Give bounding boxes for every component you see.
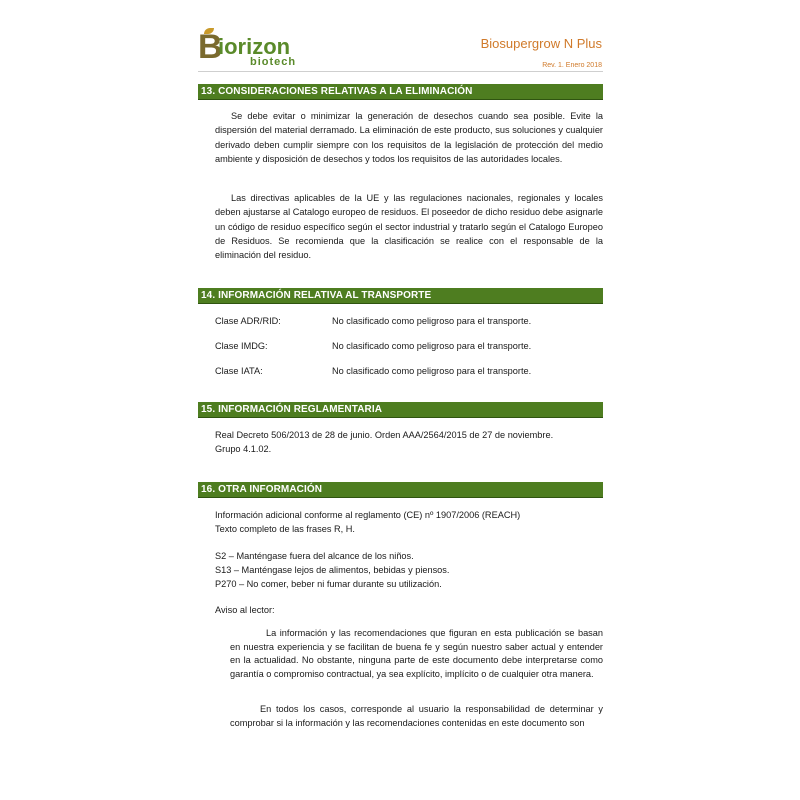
section-13-paragraph-1-text: Se debe evitar o minimizar la generación de desechos cuando sea posible. Evite la dispersión del material derramado. La eliminación de este producto, sus soluciones y cualquier derivado deben cumplir siempre con los requisitos de la legislación de protección del medio ambiente y disposición de desechos y todos los requisitos de las autoridades locales. — [215, 111, 603, 164]
section-16-header — [198, 482, 603, 498]
transport-label-imdg: Clase IMDG: — [215, 341, 268, 351]
section-13-paragraph-2 — [215, 191, 603, 262]
regulation-line-1: Real Decreto 506/2013 de 28 de junio. Orden AAA/2564/2015 de 27 de noviembre. — [215, 430, 554, 440]
transport-label-iata: Clase IATA: — [215, 366, 263, 376]
phrase-s13: S13 – Manténgase lejos de alimentos, bebidas y piensos. — [215, 565, 450, 575]
notice-paragraph-2-text: En todos los casos, corresponde al usuario la responsabilidad de determinar y comprobar si la información y las recomendaciones contenidas en este documento son — [230, 704, 603, 728]
transport-label-adr: Clase ADR/RID: — [215, 316, 281, 326]
logo-initial: B — [198, 28, 223, 66]
reach-info-line: Información adicional conforme al reglamento (CE) nº 1907/2006 (REACH) — [215, 510, 521, 520]
logo-text: iorizon — [218, 34, 291, 59]
phrase-s2: S2 – Manténgase fuera del alcance de los niños. — [215, 551, 414, 561]
header-divider — [198, 71, 603, 72]
section-13-title: 13. CONSIDERACIONES RELATIVAS A LA ELIMINACIÓN — [201, 86, 473, 97]
notice-paragraph-2 — [230, 703, 603, 730]
section-15-header — [198, 402, 603, 418]
transport-value-imdg: No clasificado como peligroso para el transporte. — [332, 341, 532, 351]
regulation-line-2: Grupo 4.1.02. — [215, 444, 272, 454]
logo-subtitle: biotech — [250, 56, 297, 68]
phrases-heading: Texto completo de las frases R, H. — [215, 524, 355, 534]
section-13-header — [198, 84, 603, 100]
section-15-title: 15. INFORMACIÓN REGLAMENTARIA — [201, 404, 383, 415]
section-16-title: 16. OTRA INFORMACIÓN — [201, 484, 323, 495]
section-14-header — [198, 288, 603, 304]
notice-paragraph-1-text: La información y las recomendaciones que figuran en esta publicación se basan en nuestra experiencia y se facilitan de buena fe y según nuestro saber actual y entender en la actualidad. No obstante, ninguna parte de este documento debe interpretarse como garantía o compromiso contractual, ya sea explícito, implícito o de cualquier otra manera. — [230, 628, 603, 679]
transport-value-iata: No clasificado como peligroso para el transporte. — [332, 366, 532, 376]
phrase-p270: P270 – No comer, beber ni fumar durante su utilización. — [215, 579, 442, 589]
notice-paragraph-1 — [230, 627, 603, 681]
section-13-paragraph-1 — [215, 109, 603, 166]
revision-label: Rev. 1. Enero 2018 — [542, 62, 602, 69]
section-13-paragraph-2-text: Las directivas aplicables de la UE y las regulaciones nacionales, regionales y locales deben ajustarse al Catalogo europeo de residuos. El poseedor de dicho residuo debe asignarle un código de residuo específico según el sector industrial y tratarlo según el Catalogo Europeo de Residuos. Se recomienda que la clasificación se realice con el responsable de la eliminación del residuo. — [215, 193, 603, 261]
logo-wordmark — [198, 36, 214, 62]
section-14-title: 14. INFORMACIÓN RELATIVA AL TRANSPORTE — [201, 290, 432, 301]
product-name: Biosupergrow N Plus — [480, 36, 602, 51]
transport-value-adr: No clasificado como peligroso para el transporte. — [332, 316, 532, 326]
notice-heading: Aviso al lector: — [215, 605, 275, 615]
